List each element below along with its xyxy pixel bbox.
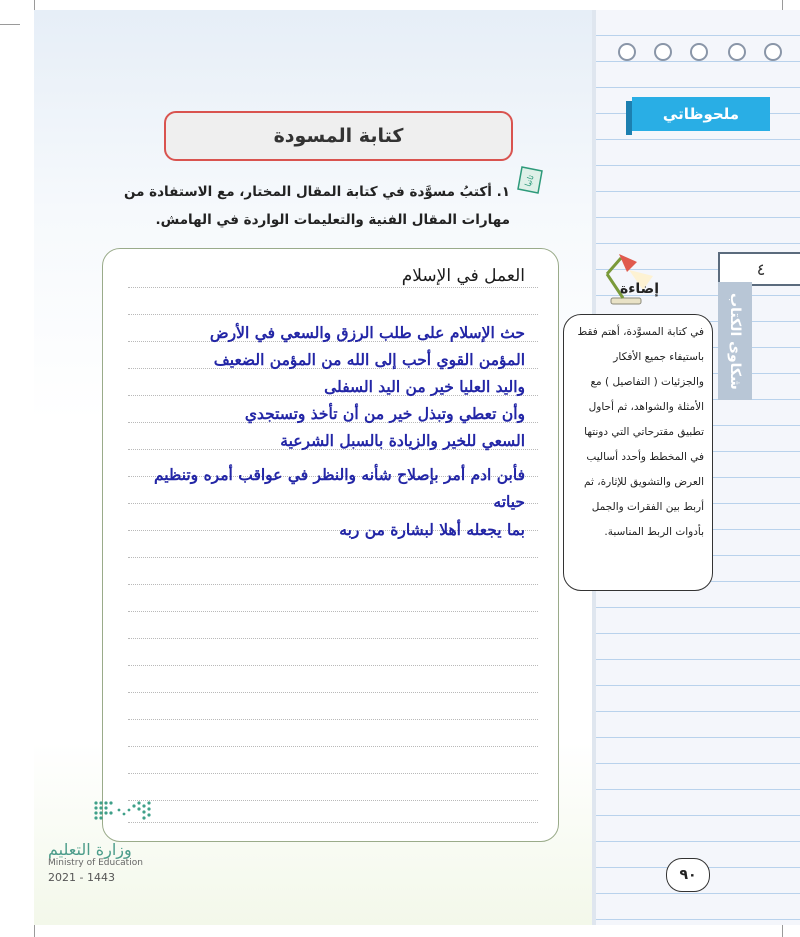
ministry-name-english: Ministry of Education: [48, 858, 143, 868]
writing-line: [128, 665, 538, 666]
draft-line: بما يجعله أهلا لبشارة من ربه: [339, 520, 525, 539]
lamp-icon: [593, 250, 655, 308]
draft-title: العمل في الإسلام: [401, 266, 525, 286]
draft-line: وأن تعطي وتبذل خير من أن تأخذ وتستجدي: [244, 404, 525, 423]
unit-number: ٤: [718, 252, 800, 286]
draft-line: حث الإسلام على طلب الرزق والسعي في الأرض: [209, 323, 525, 342]
writing-line: [128, 692, 538, 693]
binder-hole-icon: [654, 43, 672, 61]
bookmark-badge-icon: [516, 165, 544, 195]
unit-band-label: شكاوى الكتاب: [727, 292, 743, 390]
edition-year: 2021 - 1443: [48, 871, 115, 884]
badge-label: ثانيا: [523, 173, 536, 188]
writing-line: [128, 557, 538, 558]
writing-line: [128, 746, 538, 747]
writing-line: [128, 287, 538, 288]
writing-line: [128, 611, 538, 612]
binder-hole-icon: [618, 43, 636, 61]
binder-hole-icon: [690, 43, 708, 61]
binder-hole-icon: [728, 43, 746, 61]
binder-hole-icon: [764, 43, 782, 61]
page-number: ٩٠: [666, 858, 710, 892]
writing-line: [128, 800, 538, 801]
draft-line: حياته: [493, 492, 525, 511]
notes-tab: ملحوظاتي: [632, 97, 770, 131]
writing-line: [128, 314, 538, 315]
crop-mark: [0, 24, 20, 25]
writing-line: [128, 638, 538, 639]
writing-line: [128, 503, 538, 504]
ministry-logo-icon: [93, 800, 153, 826]
ministry-name-arabic: وزارة التعليم: [48, 840, 132, 859]
draft-line: فأبن ادم أمر بإصلاح شأنه والنظر في عواقب أمره وتنظيم: [153, 465, 525, 484]
section-title: كتابة المسودة: [164, 111, 513, 161]
instruction-text: ١. أكتبُ مسوَّدة في كتابة المقال المختار، مع الاستفادة من مهارات المقال الفنية والتعليمات الواردة في الهامش.: [123, 184, 510, 228]
tip-heading: إضاءة: [620, 281, 660, 297]
draft-line: واليد العليا خير من اليد السفلى: [324, 377, 525, 396]
writing-line: [128, 822, 538, 823]
unit-band: [718, 282, 752, 400]
draft-line: المؤمن القوي أحب إلى الله من المؤمن الضعيف: [213, 350, 525, 369]
writing-line: [128, 584, 538, 585]
tip-text: في كتابة المسوَّدة، أهتم فقط باستيفاء جميع الأفكار والجزئيات ( التفاصيل ) مع الأمثلة والشواهد، ثم أحاول تطبيق مقترحاتي التي دونتها في المخطط وأحدد أساليب العرض والتشويق للإثارة، ثم أربط بين الفقرات والجمل بأدوات الربط المناسبة.: [577, 326, 704, 538]
draft-line: السعي للخير والزيادة بالسبل الشرعية: [280, 431, 525, 450]
writing-line: [128, 719, 538, 720]
writing-line: [128, 773, 538, 774]
